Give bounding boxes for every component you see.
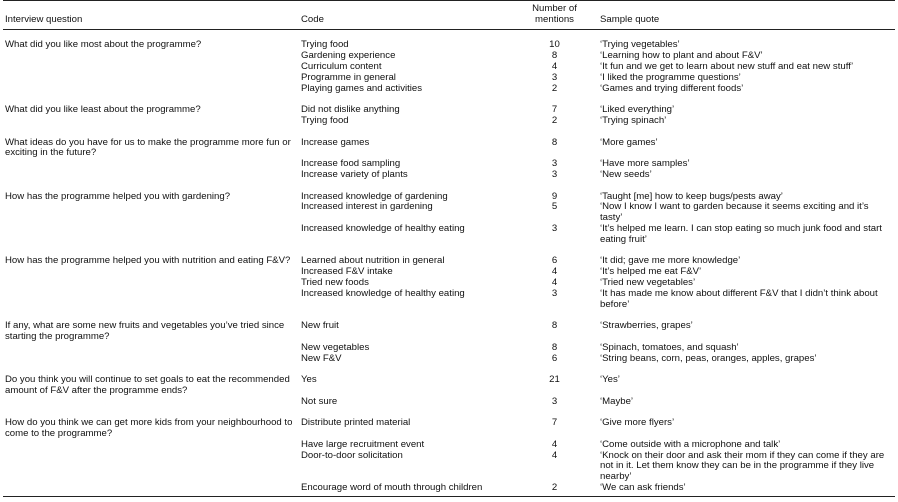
question-cell <box>3 483 299 496</box>
mentions-cell: 7 <box>551 104 558 116</box>
question-cell <box>3 84 299 95</box>
code-cell: Increase variety of plants <box>301 168 408 180</box>
mentions-cell: 10 <box>549 39 560 51</box>
question-cell <box>3 278 299 289</box>
code-cell: Programme in general <box>301 71 396 83</box>
question-cell <box>3 440 299 451</box>
quote-cell: ‘New seeds’ <box>600 168 652 180</box>
mentions-cell: 4 <box>551 438 558 450</box>
quote-cell: ‘Taught [me] how to keep bugs/pests away’ <box>600 190 783 202</box>
question-cell <box>3 451 299 483</box>
code-cell: Yes <box>301 374 317 386</box>
code-cell: Increase food sampling <box>301 158 401 170</box>
mentions-cell: 6 <box>551 352 558 364</box>
table-row <box>3 224 895 246</box>
question-cell <box>3 343 299 354</box>
mentions-cell: 4 <box>551 449 558 461</box>
quote-cell: ‘String beans, corn, peas, oranges, apples, grapes’ <box>600 352 817 364</box>
table-row <box>3 105 895 116</box>
code-cell: Increased knowledge of healthy eating <box>301 222 465 234</box>
interview-results-table <box>3 0 895 497</box>
mentions-cell: 6 <box>551 255 558 267</box>
quote-cell: ‘It’s helped me eat F&V’ <box>600 266 702 278</box>
quote-cell: ‘Tried new vegetables’ <box>600 276 696 288</box>
mentions-cell: 4 <box>551 276 558 288</box>
table-row <box>3 321 895 343</box>
mentions-cell: 8 <box>551 320 558 332</box>
table-row <box>3 73 895 84</box>
code-cell: Have large recruitment event <box>301 438 425 450</box>
spacer-cell <box>3 127 895 138</box>
table-row <box>3 375 895 397</box>
table-row <box>3 289 895 311</box>
quote-cell: ‘Spinach, tomatoes, and squash’ <box>600 341 739 353</box>
code-cell: Tried new foods <box>301 276 369 288</box>
quote-cell: ‘Maybe’ <box>600 395 634 407</box>
question-cell <box>3 354 299 365</box>
table-row <box>3 62 895 73</box>
question-cell: If any, what are some new fruits and vegetables you’ve tried since starting the programme? <box>5 320 285 342</box>
table-row <box>3 483 895 496</box>
code-cell: New fruit <box>301 320 339 332</box>
quote-cell: ‘Trying vegetables’ <box>600 39 680 51</box>
quote-cell: ‘Learning how to plant and about F&V’ <box>600 50 763 62</box>
code-cell: Not sure <box>301 395 338 407</box>
mentions-cell: 8 <box>551 136 558 148</box>
quote-cell: ‘Games and trying different foods’ <box>600 82 744 94</box>
mentions-cell: 21 <box>549 374 560 386</box>
code-cell: Did not dislike anything <box>301 104 400 116</box>
code-cell: Gardening experience <box>301 50 396 62</box>
code-cell: Playing games and activities <box>301 82 423 94</box>
mentions-cell: 3 <box>551 71 558 83</box>
group-spacer <box>3 181 895 192</box>
code-cell: Trying food <box>301 114 349 126</box>
question-cell <box>3 159 299 170</box>
table-row <box>3 267 895 278</box>
code-cell: Increase games <box>301 136 370 148</box>
question-cell: What ideas do you have for us to make the programme more fun or exciting in the future? <box>5 136 291 159</box>
code-cell: Increased interest in gardening <box>301 201 433 213</box>
question-cell: Do you think you will continue to set goals to eat the recommended amount of F&V after the programme ends? <box>5 374 290 396</box>
table-header <box>3 1 895 30</box>
table-row <box>3 116 895 127</box>
quote-cell: ‘Trying spinach’ <box>600 114 667 126</box>
question-cell: What did you like least about the programme? <box>5 104 201 116</box>
header-question: Interview question <box>5 13 83 25</box>
quote-cell: ‘More games’ <box>600 136 658 148</box>
mentions-cell: 4 <box>551 266 558 278</box>
question-cell: What did you like most about the programme? <box>5 39 202 51</box>
code-cell: Increased F&V intake <box>301 266 393 278</box>
mentions-cell: 3 <box>551 395 558 407</box>
table-row <box>3 84 895 95</box>
header-code: Code <box>301 13 324 25</box>
quote-cell: ‘It did; gave me more knowledge’ <box>600 255 741 267</box>
quote-cell: ‘Now I know I want to garden because it seems exciting and it’s tasty’ <box>600 201 869 224</box>
mentions-cell: 2 <box>551 482 558 494</box>
table-body <box>3 29 895 496</box>
question-cell <box>3 202 299 224</box>
quote-cell: ‘Come outside with a microphone and talk’ <box>600 438 781 450</box>
table-row <box>3 159 895 170</box>
code-cell: Increased knowledge of gardening <box>301 190 448 202</box>
code-cell: Increased knowledge of healthy eating <box>301 287 465 299</box>
quote-cell: ‘Yes’ <box>600 374 620 386</box>
quote-cell: ‘Knock on their door and ask their mom if they can come if they are not in it. Let them know they can be in the programme if they live nearby’ <box>600 449 885 483</box>
question-cell <box>3 397 299 408</box>
mentions-cell: 5 <box>551 201 558 213</box>
header-row <box>3 1 895 30</box>
group-spacer <box>3 127 895 138</box>
mentions-cell: 3 <box>551 287 558 299</box>
mentions-cell: 8 <box>551 341 558 353</box>
code-cell: Trying food <box>301 39 349 51</box>
table-row <box>3 397 895 408</box>
question-cell <box>3 170 299 181</box>
table-row <box>3 418 895 440</box>
question-cell <box>3 289 299 311</box>
quote-cell: ‘Liked everything’ <box>600 104 675 116</box>
question-cell <box>3 62 299 73</box>
table-row <box>3 170 895 181</box>
code-cell: Distribute printed material <box>301 417 411 429</box>
mentions-cell: 9 <box>551 190 558 202</box>
question-cell <box>3 267 299 278</box>
mentions-cell: 2 <box>551 82 558 94</box>
quote-cell: ‘I liked the programme questions’ <box>600 71 741 83</box>
code-cell: Encourage word of mouth through children <box>301 482 483 494</box>
table-row <box>3 138 895 160</box>
mentions-cell: 4 <box>551 60 558 72</box>
table-row <box>3 202 895 224</box>
header-quote: Sample quote <box>600 13 660 25</box>
table-row <box>3 256 895 267</box>
quote-cell: ‘Give more flyers’ <box>600 417 675 429</box>
quote-cell: ‘Have more samples’ <box>600 158 690 170</box>
question-cell <box>3 73 299 84</box>
quote-cell: ‘Strawberries, grapes’ <box>600 320 693 332</box>
question-cell: How do you think we can get more kids from your neighbourhood to come to the programme? <box>5 417 293 440</box>
table-row <box>3 343 895 354</box>
question-cell <box>3 51 299 62</box>
mentions-cell: 2 <box>551 114 558 126</box>
question-cell <box>3 116 299 127</box>
mentions-cell: 3 <box>551 222 558 234</box>
spacer-cell <box>3 181 895 192</box>
code-cell: Learned about nutrition in general <box>301 255 445 267</box>
question-cell: How has the programme helped you with gardening? <box>5 190 231 202</box>
mentions-cell: 3 <box>551 158 558 170</box>
question-cell: How has the programme helped you with nutrition and eating F&V? <box>5 255 291 267</box>
mentions-cell: 7 <box>551 417 558 429</box>
quote-cell: ‘We can ask friends’ <box>600 482 686 494</box>
mentions-cell: 3 <box>551 168 558 180</box>
header-mentions: Number of mentions <box>532 3 577 25</box>
table-row <box>3 451 895 483</box>
quote-cell: ‘It’s helped me learn. I can stop eating so much junk food and start eating fruit’ <box>600 222 882 245</box>
question-cell <box>3 224 299 246</box>
code-cell: Curriculum content <box>301 60 382 72</box>
code-cell: Door-to-door solicitation <box>301 449 403 461</box>
code-cell: New F&V <box>301 352 342 364</box>
quote-cell: ‘It has made me know about different F&V that I didn’t think about before’ <box>600 287 878 310</box>
table-row <box>3 354 895 365</box>
mentions-cell: 8 <box>551 50 558 62</box>
code-cell: New vegetables <box>301 341 370 353</box>
quote-cell: ‘It fun and we get to learn about new stuff and eat new stuff’ <box>600 60 854 72</box>
